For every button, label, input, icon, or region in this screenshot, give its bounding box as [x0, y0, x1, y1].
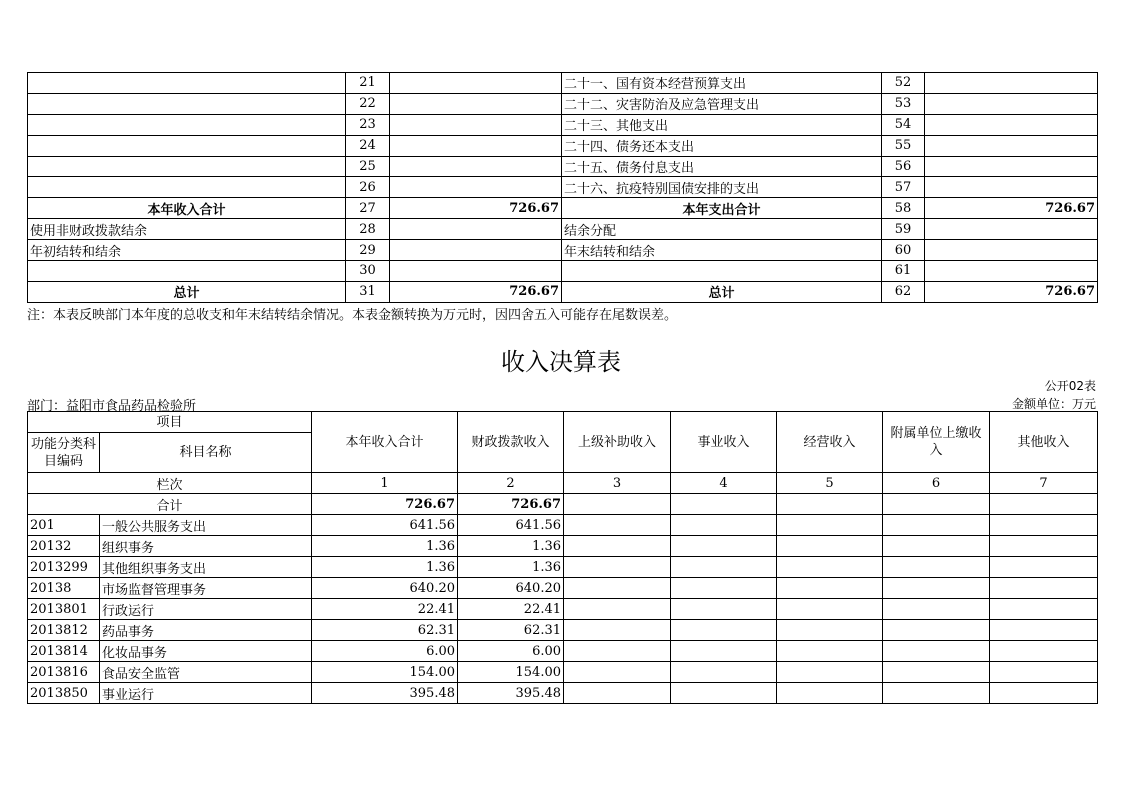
income-line-number: 27 — [346, 198, 390, 219]
income-table — [27, 411, 1098, 704]
header-col-1: 本年收入合计 — [312, 412, 458, 473]
income-amount: 726.67 — [390, 281, 562, 302]
amount-cell — [990, 641, 1098, 662]
income-line-number: 26 — [346, 177, 390, 198]
subject-name: 一般公共服务支出 — [100, 515, 312, 536]
table-row — [28, 683, 1098, 704]
amount-cell: 62.31 — [312, 620, 458, 641]
amount-cell: 640.20 — [458, 578, 564, 599]
income-item-label — [28, 261, 346, 282]
header-col-7: 其他收入 — [990, 412, 1098, 473]
subject-name: 食品安全监管 — [100, 662, 312, 683]
amount-cell — [671, 557, 777, 578]
income-amount — [390, 135, 562, 156]
income-item-label: 本年收入合计 — [28, 198, 346, 219]
subject-code: 2013801 — [28, 599, 100, 620]
amount-cell: 640.20 — [312, 578, 458, 599]
header-col-2: 财政拨款收入 — [458, 412, 564, 473]
expense-line-number: 55 — [882, 135, 925, 156]
expense-line-number: 52 — [882, 73, 925, 94]
amount-cell: 6.00 — [458, 641, 564, 662]
expense-item-label: 二十二、灾害防治及应急管理支出 — [562, 93, 882, 114]
subject-code: 20138 — [28, 578, 100, 599]
subject-name: 事业运行 — [100, 683, 312, 704]
page-title: 收入决算表 — [501, 348, 621, 376]
amount-cell — [883, 641, 990, 662]
income-item-label — [28, 73, 346, 94]
expense-amount: 726.67 — [925, 198, 1098, 219]
unit-label: 金额单位：万元 — [1011, 397, 1096, 411]
header-name: 科目名称 — [100, 433, 312, 473]
header-col-4: 事业收入 — [671, 412, 777, 473]
index-number: 2 — [458, 473, 564, 494]
total-value — [564, 494, 671, 515]
expense-amount — [925, 114, 1098, 135]
index-number: 4 — [671, 473, 777, 494]
total-row — [28, 494, 1098, 515]
expense-line-number: 60 — [882, 240, 925, 261]
amount-cell — [671, 515, 777, 536]
amount-cell: 395.48 — [312, 683, 458, 704]
income-line-number: 28 — [346, 219, 390, 240]
amount-cell — [671, 536, 777, 557]
income-item-label — [28, 135, 346, 156]
summary-row — [28, 73, 1098, 94]
expense-item-label: 本年支出合计 — [562, 198, 882, 219]
amount-cell — [564, 515, 671, 536]
summary-table — [27, 72, 1098, 303]
amount-cell: 1.36 — [312, 536, 458, 557]
income-item-label: 使用非财政拨款结余 — [28, 219, 346, 240]
total-value: 726.67 — [312, 494, 458, 515]
income-amount — [390, 114, 562, 135]
subject-name: 化妆品事务 — [100, 641, 312, 662]
expense-item-label: 二十六、抗疫特别国债安排的支出 — [562, 177, 882, 198]
amount-cell — [777, 536, 883, 557]
amount-cell — [990, 620, 1098, 641]
income-line-number: 30 — [346, 261, 390, 282]
income-amount — [390, 240, 562, 261]
amount-cell: 1.36 — [458, 536, 564, 557]
income-item-label — [28, 156, 346, 177]
subject-name: 行政运行 — [100, 599, 312, 620]
amount-cell — [777, 578, 883, 599]
expense-amount — [925, 177, 1098, 198]
header-col-3: 上级补助收入 — [564, 412, 671, 473]
income-item-label — [28, 93, 346, 114]
amount-cell: 154.00 — [458, 662, 564, 683]
header-col-5: 经营收入 — [777, 412, 883, 473]
income-line-number: 29 — [346, 240, 390, 261]
expense-line-number: 53 — [882, 93, 925, 114]
income-amount: 726.67 — [390, 198, 562, 219]
form-code: 公开02表 — [1044, 379, 1096, 393]
amount-cell: 6.00 — [312, 641, 458, 662]
amount-cell — [990, 599, 1098, 620]
expense-item-label: 二十五、债务付息支出 — [562, 156, 882, 177]
table-row — [28, 641, 1098, 662]
amount-cell — [883, 515, 990, 536]
expense-item-label: 二十一、国有资本经营预算支出 — [562, 73, 882, 94]
expense-line-number: 61 — [882, 261, 925, 282]
amount-cell — [777, 683, 883, 704]
summary-row — [28, 114, 1098, 135]
table-row — [28, 599, 1098, 620]
subject-code: 2013814 — [28, 641, 100, 662]
income-item-label — [28, 114, 346, 135]
summary-row — [28, 93, 1098, 114]
index-number: 3 — [564, 473, 671, 494]
amount-cell — [990, 515, 1098, 536]
index-row — [28, 473, 1098, 494]
index-label: 栏次 — [28, 473, 312, 494]
expense-item-label: 二十四、债务还本支出 — [562, 135, 882, 156]
index-number: 6 — [883, 473, 990, 494]
amount-cell — [671, 683, 777, 704]
expense-line-number: 57 — [882, 177, 925, 198]
amount-cell: 62.31 — [458, 620, 564, 641]
amount-cell — [564, 536, 671, 557]
amount-cell — [671, 599, 777, 620]
subject-code: 201 — [28, 515, 100, 536]
amount-cell — [883, 662, 990, 683]
amount-cell — [990, 536, 1098, 557]
income-amount — [390, 219, 562, 240]
subject-code: 2013812 — [28, 620, 100, 641]
expense-amount — [925, 261, 1098, 282]
expense-amount — [925, 240, 1098, 261]
subject-name: 药品事务 — [100, 620, 312, 641]
header-col-6: 附属单位上缴收入 — [883, 412, 990, 473]
subject-code: 2013850 — [28, 683, 100, 704]
amount-cell — [564, 641, 671, 662]
amount-cell — [671, 620, 777, 641]
amount-cell — [564, 599, 671, 620]
amount-cell — [777, 620, 883, 641]
expense-amount — [925, 156, 1098, 177]
table-row — [28, 557, 1098, 578]
amount-cell: 641.56 — [458, 515, 564, 536]
amount-cell — [671, 578, 777, 599]
total-value: 726.67 — [458, 494, 564, 515]
amount-cell — [777, 599, 883, 620]
income-amount — [390, 156, 562, 177]
expense-item-label: 总计 — [562, 281, 882, 302]
index-number: 7 — [990, 473, 1098, 494]
amount-cell — [564, 557, 671, 578]
income-line-number: 21 — [346, 73, 390, 94]
income-line-number: 24 — [346, 135, 390, 156]
table-row — [28, 536, 1098, 557]
subject-code: 20132 — [28, 536, 100, 557]
amount-cell: 22.41 — [312, 599, 458, 620]
amount-cell — [564, 683, 671, 704]
summary-row — [28, 261, 1098, 282]
header-code: 功能分类科目编码 — [28, 433, 100, 473]
amount-cell — [777, 662, 883, 683]
subject-code: 2013816 — [28, 662, 100, 683]
expense-item-label: 结余分配 — [562, 219, 882, 240]
income-item-label — [28, 177, 346, 198]
expense-amount — [925, 93, 1098, 114]
amount-cell — [564, 578, 671, 599]
expense-amount — [925, 135, 1098, 156]
subject-name: 市场监督管理事务 — [100, 578, 312, 599]
total-value — [671, 494, 777, 515]
subject-name: 其他组织事务支出 — [100, 557, 312, 578]
summary-row — [28, 240, 1098, 261]
amount-cell — [883, 683, 990, 704]
amount-cell — [564, 620, 671, 641]
amount-cell — [990, 683, 1098, 704]
income-amount — [390, 261, 562, 282]
total-value — [777, 494, 883, 515]
table-row — [28, 515, 1098, 536]
expense-amount — [925, 219, 1098, 240]
table-row — [28, 578, 1098, 599]
table-note: 注：本表反映部门本年度的总收支和年末结转结余情况。本表金额转换为万元时，因四舍五入可能存在尾数误差。 — [27, 308, 678, 323]
expense-line-number: 56 — [882, 156, 925, 177]
amount-cell: 641.56 — [312, 515, 458, 536]
amount-cell — [564, 662, 671, 683]
expense-amount: 726.67 — [925, 281, 1098, 302]
summary-row — [28, 177, 1098, 198]
amount-cell: 22.41 — [458, 599, 564, 620]
amount-cell: 395.48 — [458, 683, 564, 704]
amount-cell — [990, 662, 1098, 683]
amount-cell — [777, 641, 883, 662]
summary-row — [28, 135, 1098, 156]
expense-amount — [925, 73, 1098, 94]
subject-name: 组织事务 — [100, 536, 312, 557]
expense-line-number: 54 — [882, 114, 925, 135]
amount-cell — [883, 536, 990, 557]
table-row — [28, 662, 1098, 683]
department-label: 部门：益阳市食品药品检验所 — [27, 399, 197, 414]
income-line-number: 23 — [346, 114, 390, 135]
summary-row — [28, 219, 1098, 240]
income-amount — [390, 93, 562, 114]
summary-row — [28, 198, 1098, 219]
summary-row — [28, 156, 1098, 177]
amount-cell — [671, 662, 777, 683]
amount-cell — [883, 578, 990, 599]
total-value — [990, 494, 1098, 515]
expense-line-number: 59 — [882, 219, 925, 240]
expense-item-label: 年末结转和结余 — [562, 240, 882, 261]
income-amount — [390, 177, 562, 198]
income-item-label: 年初结转和结余 — [28, 240, 346, 261]
income-line-number: 22 — [346, 93, 390, 114]
amount-cell — [883, 599, 990, 620]
amount-cell — [777, 557, 883, 578]
table-row — [28, 620, 1098, 641]
subject-code: 2013299 — [28, 557, 100, 578]
header-item: 项目 — [28, 412, 312, 433]
expense-item-label — [562, 261, 882, 282]
expense-item-label: 二十三、其他支出 — [562, 114, 882, 135]
amount-cell — [990, 557, 1098, 578]
total-label: 合计 — [28, 494, 312, 515]
amount-cell — [883, 557, 990, 578]
income-amount — [390, 73, 562, 94]
summary-row — [28, 281, 1098, 302]
amount-cell: 1.36 — [458, 557, 564, 578]
total-value — [883, 494, 990, 515]
income-line-number: 31 — [346, 281, 390, 302]
expense-line-number: 62 — [882, 281, 925, 302]
index-number: 1 — [312, 473, 458, 494]
amount-cell — [990, 578, 1098, 599]
expense-line-number: 58 — [882, 198, 925, 219]
income-item-label: 总计 — [28, 281, 346, 302]
index-number: 5 — [777, 473, 883, 494]
amount-cell: 154.00 — [312, 662, 458, 683]
amount-cell — [777, 515, 883, 536]
amount-cell — [883, 620, 990, 641]
amount-cell — [671, 641, 777, 662]
amount-cell: 1.36 — [312, 557, 458, 578]
income-line-number: 25 — [346, 156, 390, 177]
